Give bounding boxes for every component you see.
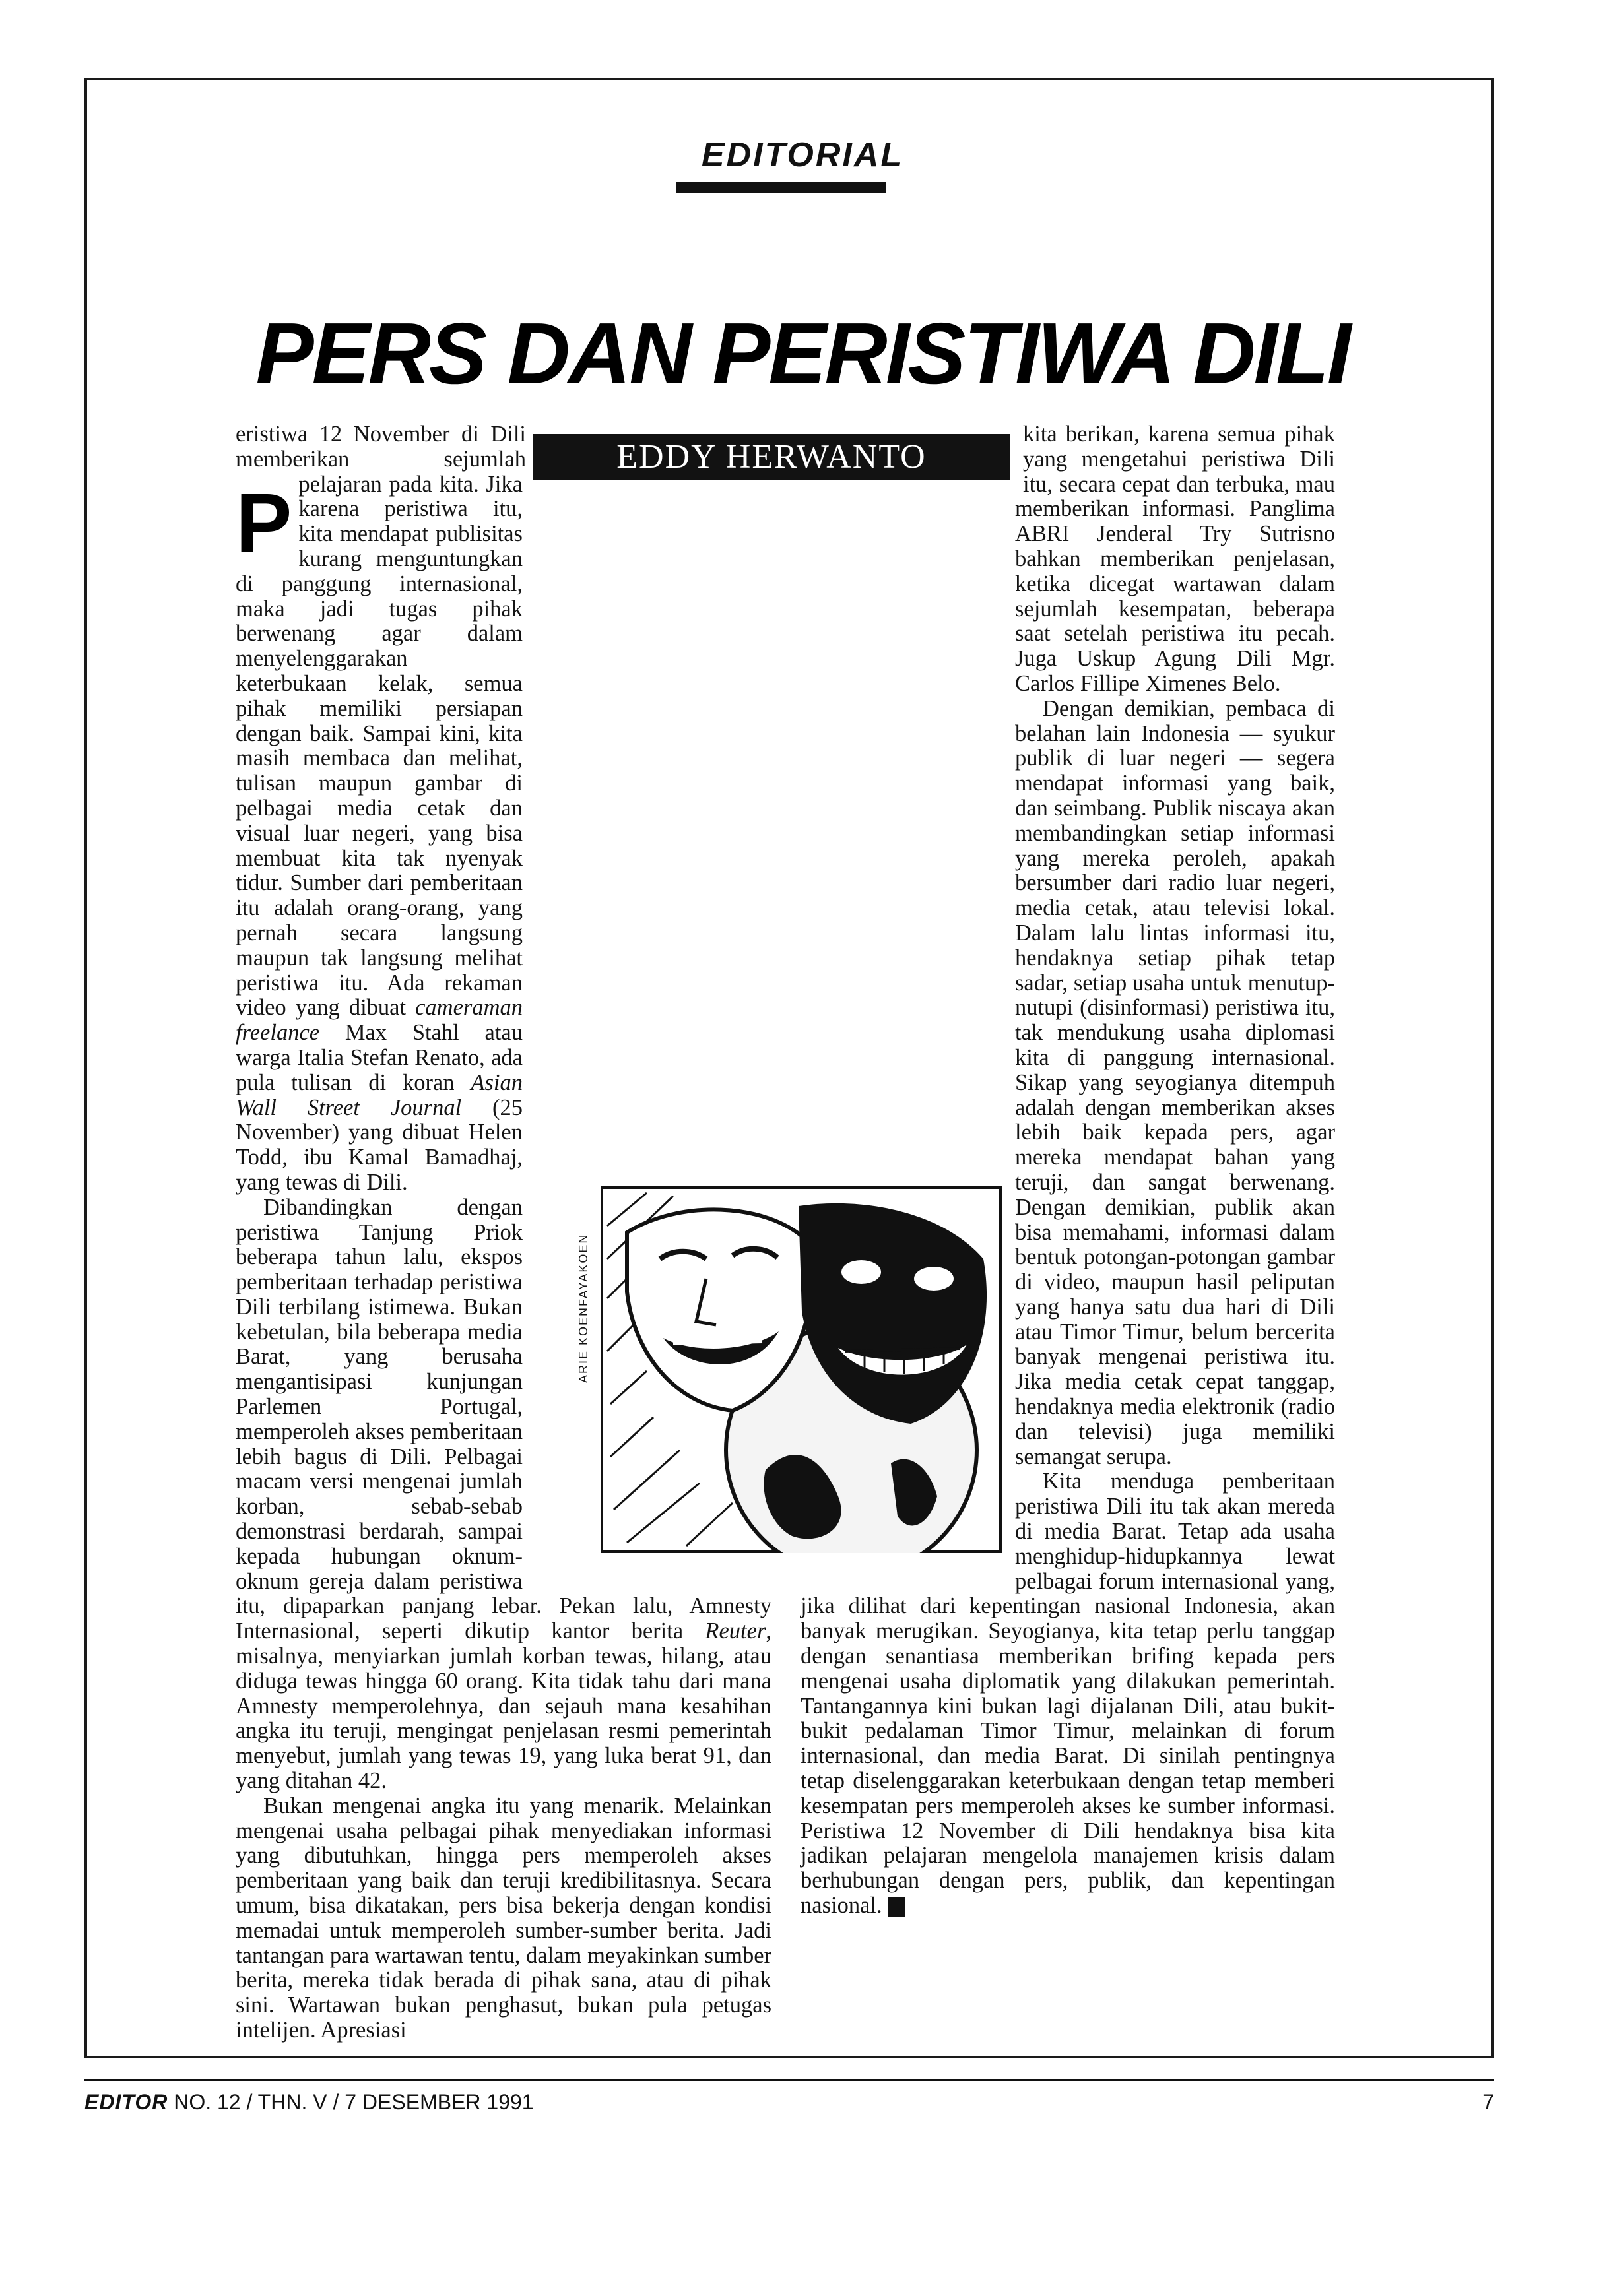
page-footer	[84, 2090, 1494, 2123]
right-paragraph-3: Kita menduga pemberitaan peristiwa Dili itu tak akan mereda di media Barat. Tetap ada usaha menghidup-hidupkannya lewat pelbagai forum internasional yang, jika dilihat dari kepentingan nasional Indonesia, akan banyak merugikan. Seyogianya, kita tetap perlu tanggap dengan senantiasa memberikan brifing kepada pers mengenai usaha diplomatik yang dilakukan pemerintah. Tantangannya kini bukan lagi dijalanan Dili, atau bukit-bukit pedalaman Timor Timur, melainkan di forum internasional, dan media Barat. Di sinilah pentingnya tetap diselenggarakan keterbukaan dengan tetap memberi kesempatan pers memperoleh akses ke sumber informasi. Peristiwa 12 November di Dili hendaknya bisa kita jadikan pelajaran mengelola manajemen krisis dalam berhubungan dengan pers, publik, dan kepentingan nasional. E	[801, 1469, 1335, 1919]
illustration-credit: ARIE KOENFAYAKOEN	[577, 1233, 590, 1383]
laughing-mask-and-globe-illustration	[601, 1186, 1002, 1553]
left-paragraph-1: P eristiwa 12 November di Dili memberikan sejumlah pelajaran pada kita. Jika karena peristiwa itu, kita mendapat publisitas kurang menguntungkan di panggung internasional, maka jadi tugas pihak berwenang agar dalam menyelenggarakan keterbukaan kelak, semua pihak memiliki persiapan dengan baik. Sampai kini, kita masih membaca dan melihat, tulisan maupun gambar di pelbagai media cetak dan visual luar negeri, yang bisa membuat kita tak nyenyak tidur. Sumber dari pemberitaan itu adalah orang-orang, yang pernah secara langsung maupun tak langsung melihat peristiwa itu. Ada rekaman video yang dibuat cameraman freelance Max Stahl atau warga Italia Stefan Renato, ada pula tulisan di koran Asian Wall Street Journal (25 November) yang dibuat Helen Todd, ibu Kamal Bamadhaj, yang tewas di Dili.	[236, 422, 526, 1195]
left-paragraph-3: Bukan mengenai angka itu yang menarik. Melainkan mengenai usaha pelbagai pihak menyediakan informasi yang dibutuhkan, hingga pers memperoleh akses pemberitaan yang baik dan teruji kredibilitasnya. Secara umum, bisa dikatakan, pers bisa bekerja dengan kondisi memadai untuk memperoleh sumber-sumber berita. Jadi tantangan para wartawan tentu, dalam meyakinkan sumber berita, mereka tidak berada di pihak sana, atau di pihak sini. Wartawan bukan penghasut, bukan pula petugas intelijen. Apresiasi	[236, 1793, 771, 2043]
section-label: EDITORIAL	[701, 136, 904, 174]
author-byline: EDDY HERWANTO	[533, 434, 1010, 480]
byline-spacer	[801, 422, 1023, 488]
page-number: 7	[1482, 2090, 1494, 2114]
issue-info: NO. 12 / THN. V / 7 DESEMBER 1991	[168, 2090, 534, 2114]
drop-cap: P	[236, 476, 292, 571]
byline-spacer	[526, 422, 771, 488]
footer-rule	[84, 2079, 1494, 2081]
end-mark-icon: E	[888, 1897, 905, 1917]
headline: PERS DAN PERISTIWA DILI	[255, 305, 1350, 402]
magazine-name: EDITOR	[84, 2090, 168, 2114]
section-underline	[676, 182, 886, 193]
left-paragraph-2: Dibandingkan dengan peristiwa Tanjung Priok beberapa tahun lalu, ekspos pemberitaan terhadap peristiwa Dili terbilang istimewa. Bukan kebetulan, bila beberapa media Barat, yang berusaha mengantisipasi kunjungan Parlemen Portugal, memperoleh akses pemberitaan lebih bagus di Dili. Pelbagai macam versi mengenai jumlah korban, sebab-sebab demonstrasi berdarah, sampai kepada hubungan oknum-oknum gereja dalam peristiwa itu, dipaparkan panjang lebar. Pekan lalu, Amnesty Internasional, seperti dikutip kantor berita Reuter, misalnya, menyiarkan jumlah korban tewas, hilang, atau diduga tewas hingga 60 orang. Kita tidak tahu dari mana Amnesty memperolehnya, dan sejauh mana kesahihan angka itu teruji, mengingat penjelasan resmi pemerintah menyebut, jumlah yang tewas 19, yang luka berat 91, dan yang ditahan 42.	[236, 1194, 771, 1794]
right-paragraph-2: Dengan demikian, pembaca di belahan lain Indonesia — syukur publik di luar negeri — segera mendapat informasi yang baik, dan seimbang. Publik niscaya akan membandingkan setiap informasi yang mereka peroleh, apakah bersumber dari radio luar negeri, media cetak, atau televisi lokal. Dalam lalu lintas informasi itu, hendaknya setiap pihak tetap sadar, setiap usaha untuk menutup-nutupi (disinformasi) peristiwa itu, tak mendukung usaha diplomasi kita di panggung internasional. Sikap yang seyogianya ditempuh adalah dengan memberikan akses lebih baik kepada pers, agar mereka mendapat bahan yang teruji, dan sangat berwenang. Dengan demikian, publik akan bisa memahami, informasi dalam bentuk potongan-potongan gambar di video, maupun hasil peliputan yang hanya satu dua hari di Dili atau Timor Timur, belum bercerita banyak mengenai peristiwa itu. Jika media cetak cepat tanggap, hendaknya media elektronik (radio dan televisi) juga memiliki semangat serupa.	[1015, 695, 1335, 1469]
right-paragraph-1: kita berikan, karena semua pihak yang mengetahui peristiwa Dili itu, secara cepat dan terbuka, mau memberikan informasi. Panglima ABRI Jenderal Try Sutrisno bahkan memberikan penjelasan, ketika dicegat wartawan dalam sejumlah kesempatan, beberapa saat setelah peristiwa itu pecah. Juga Uskup Agung Dili Mgr. Carlos Fillipe Ximenes Belo.	[1015, 422, 1335, 696]
right-column	[801, 422, 1335, 1919]
